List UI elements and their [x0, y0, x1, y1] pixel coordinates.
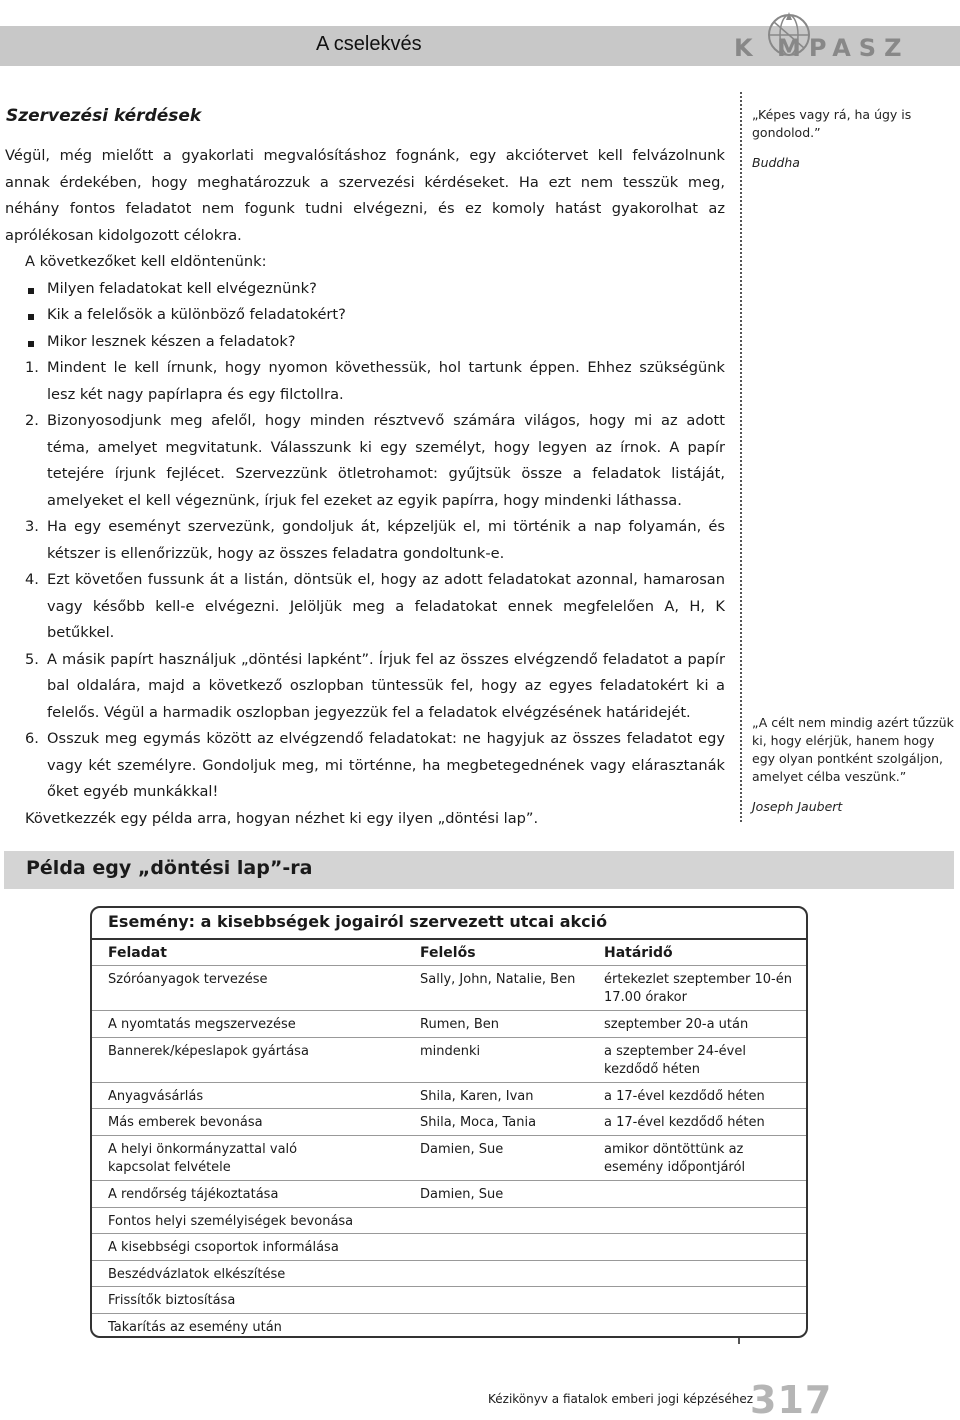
quote-text: „Képes vagy rá, ha úgy is gondolod.”	[752, 107, 912, 140]
step-number: 6.	[25, 730, 39, 747]
responsible-cell: Damien, Sue	[420, 1187, 504, 1202]
table-header-rule	[92, 938, 806, 940]
quote-author: Joseph Jaubert	[752, 799, 843, 814]
table-row	[0, 1043, 960, 1077]
sidebar-divider	[740, 92, 742, 822]
table-row	[0, 1016, 960, 1036]
task-cell: Fontos helyi személyiségek bevonása	[108, 1214, 354, 1229]
deadline-cell: a 17-ével kezdődő héten	[604, 1115, 765, 1130]
task-cell: A rendőrség tájékoztatása	[108, 1187, 279, 1202]
step-number: 4.	[25, 571, 39, 588]
task-cell: A helyi önkormányzattal való kapcsolat felvétele	[108, 1142, 298, 1175]
task-cell: A kisebbségi csoportok informálása	[108, 1240, 339, 1255]
responsible-cell: mindenki	[420, 1044, 481, 1059]
task-cell: Takarítás az esemény után	[108, 1320, 282, 1335]
table-row	[0, 1319, 960, 1339]
responsible-cell: Shila, Moca, Tania	[420, 1115, 537, 1130]
step-item	[25, 726, 725, 806]
step-number: 5.	[25, 650, 39, 668]
task-cell: Beszédvázlatok elkészítése	[108, 1267, 286, 1282]
deadline-cell: szeptember 20-a után	[604, 1017, 749, 1032]
task-cell: Szóróanyagok tervezése	[108, 972, 268, 987]
corner-mark	[738, 1338, 740, 1344]
chapter-title: A cselekvés	[316, 33, 422, 55]
lead-paragraph: A következőket kell eldöntenünk:	[25, 253, 267, 270]
step-text: Ha egy eseményt szervezünk, gondoljuk át, képzeljük el, mi történik a nap folyamán, és kétszer is ellenőrizzük, hogy az összes feladatra gondoltunk-e.	[47, 518, 725, 562]
kompasz-logo	[734, 6, 960, 66]
deadline-cell: a szeptember 24-ével kezdődő héten	[604, 1044, 746, 1077]
steps-list	[5, 355, 725, 806]
table-row	[0, 1088, 960, 1108]
responsible-cell: Damien, Sue	[420, 1142, 504, 1157]
table-row	[0, 1292, 960, 1312]
step-text: Ezt követően fussunk át a listán, döntsük el, hogy az adott feladatokat azonnal, hamarosan vagy később kell-e elvégezni. Jelöljük meg a feladatokat ennek megfelelően A, H, K betűkkel.	[47, 571, 725, 641]
page-number: 317	[750, 1378, 833, 1420]
step-item	[25, 514, 725, 567]
deadline-cell: a 17-ével kezdődő héten	[604, 1089, 765, 1104]
question-list	[5, 276, 725, 356]
list-item: Mikor lesznek készen a feladatok?	[25, 329, 725, 356]
table-row	[0, 1266, 960, 1286]
column-header-task: Feladat	[108, 945, 167, 961]
task-cell: Anyagvásárlás	[108, 1089, 204, 1104]
step-item	[25, 567, 725, 647]
sidebar-quote-buddha	[752, 106, 957, 172]
deadline-cell: amikor döntöttünk az esemény időpontjáról	[604, 1142, 746, 1175]
task-cell: Bannerek/képeslapok gyártása	[108, 1044, 309, 1059]
responsible-cell: Rumen, Ben	[420, 1017, 500, 1032]
sidebar-quote-jaubert	[752, 714, 957, 816]
table-row	[0, 1239, 960, 1259]
column-header-responsible: Felelős	[420, 945, 476, 961]
closing-paragraph: Következzék egy példa arra, hogyan nézhet ki egy ilyen „döntési lap”.	[25, 809, 539, 827]
step-item	[25, 647, 725, 727]
step-number: 2.	[25, 412, 39, 429]
step-number: 3.	[25, 518, 39, 535]
table-row	[0, 1141, 960, 1175]
step-item	[25, 355, 725, 408]
step-item	[25, 408, 725, 514]
list-item: Kik a felelősök a különböző feladatokért?	[25, 302, 725, 329]
deadline-cell: értekezlet szeptember 10-én 17.00 órakor	[604, 972, 792, 1005]
step-text: A másik papírt használjuk „döntési lapként”. Írjuk fel az összes elvégzendő feladatot a papír bal oldalára, majd a következő oszlopban tüntessük fel, hogy az egyes feladatokért ki a felelős. Végül a harmadik oszlopban jegyezzük fel a feladatok elvégzésének határidejét.	[47, 650, 725, 721]
responsible-cell: Shila, Karen, Ivan	[420, 1089, 534, 1104]
task-cell: A nyomtatás megszervezése	[108, 1017, 296, 1032]
table-row	[0, 1213, 960, 1233]
task-cell: Frissítők biztosítása	[108, 1293, 236, 1308]
event-title: Esemény: a kisebbségek jogairól szervezett utcai akció	[108, 912, 608, 931]
responsible-cell: Sally, John, Natalie, Ben	[420, 972, 576, 987]
quote-text: „A célt nem mindig azért tűzzük ki, hogy elérjük, hanem hogy egy olyan pontként szolgáljon, amelyet célba veszünk.”	[752, 715, 954, 784]
list-item: Milyen feladatokat kell elvégeznünk?	[25, 276, 725, 303]
table-row	[0, 1114, 960, 1134]
step-text: Osszuk meg egymás között az elvégzendő feladatokat: ne hagyjuk az összes feladatot egy vagy két személyre. Gondoljuk meg, mi történne, ha megbetegednének vagy elárasztanák őket egyéb munkákkal!	[47, 730, 725, 800]
footer-text: Kézikönyv a fiatalok emberi jogi képzéséhez	[488, 1392, 754, 1406]
step-text: Bizonyosodjunk meg afelől, hogy minden résztvevő számára világos, hogy mi az adott téma, amelyet megvitatunk. Válasszunk ki egy személyt, hogy legyen az írnok. A papír tetejére írjunk fejlécet. Szervezzünk ötletrohamot: gyűjtsük össze a feladatok listáját, amelyeket el kell végeznünk, írjuk fel ezeket az egyik papírra, hogy mindenki láthassa.	[47, 412, 725, 509]
table-row	[0, 971, 960, 1005]
main-text	[5, 143, 725, 832]
logo-text: K MPASZ	[734, 34, 910, 62]
step-number: 1.	[25, 359, 39, 376]
table-row	[0, 1186, 960, 1206]
task-cell: Más emberek bevonása	[108, 1115, 263, 1130]
section-title: Szervezési kérdések	[6, 106, 202, 126]
step-text: Mindent le kell írnunk, hogy nyomon követhessük, hol tartunk éppen. Ehhez szükségünk lesz két nagy papírlapra és egy filctollra.	[47, 359, 725, 403]
example-title: Példa egy „döntési lap”-ra	[26, 857, 313, 879]
intro-paragraph: Végül, még mielőtt a gyakorlati megvalósításhoz fognánk, egy akciótervet kell felvázolnunk annak érdekében, hogy meghatározzuk a szervezési kérdéseket. Ha ezt nem tesszük meg, néhány fontos feladatot nem fogunk tudni elvégezni, és ez komoly hatást gyakorolhat az aprólékosan kidolgozott célokra.	[5, 147, 725, 244]
column-header-deadline: Határidő	[604, 945, 673, 961]
quote-author: Buddha	[752, 155, 800, 170]
